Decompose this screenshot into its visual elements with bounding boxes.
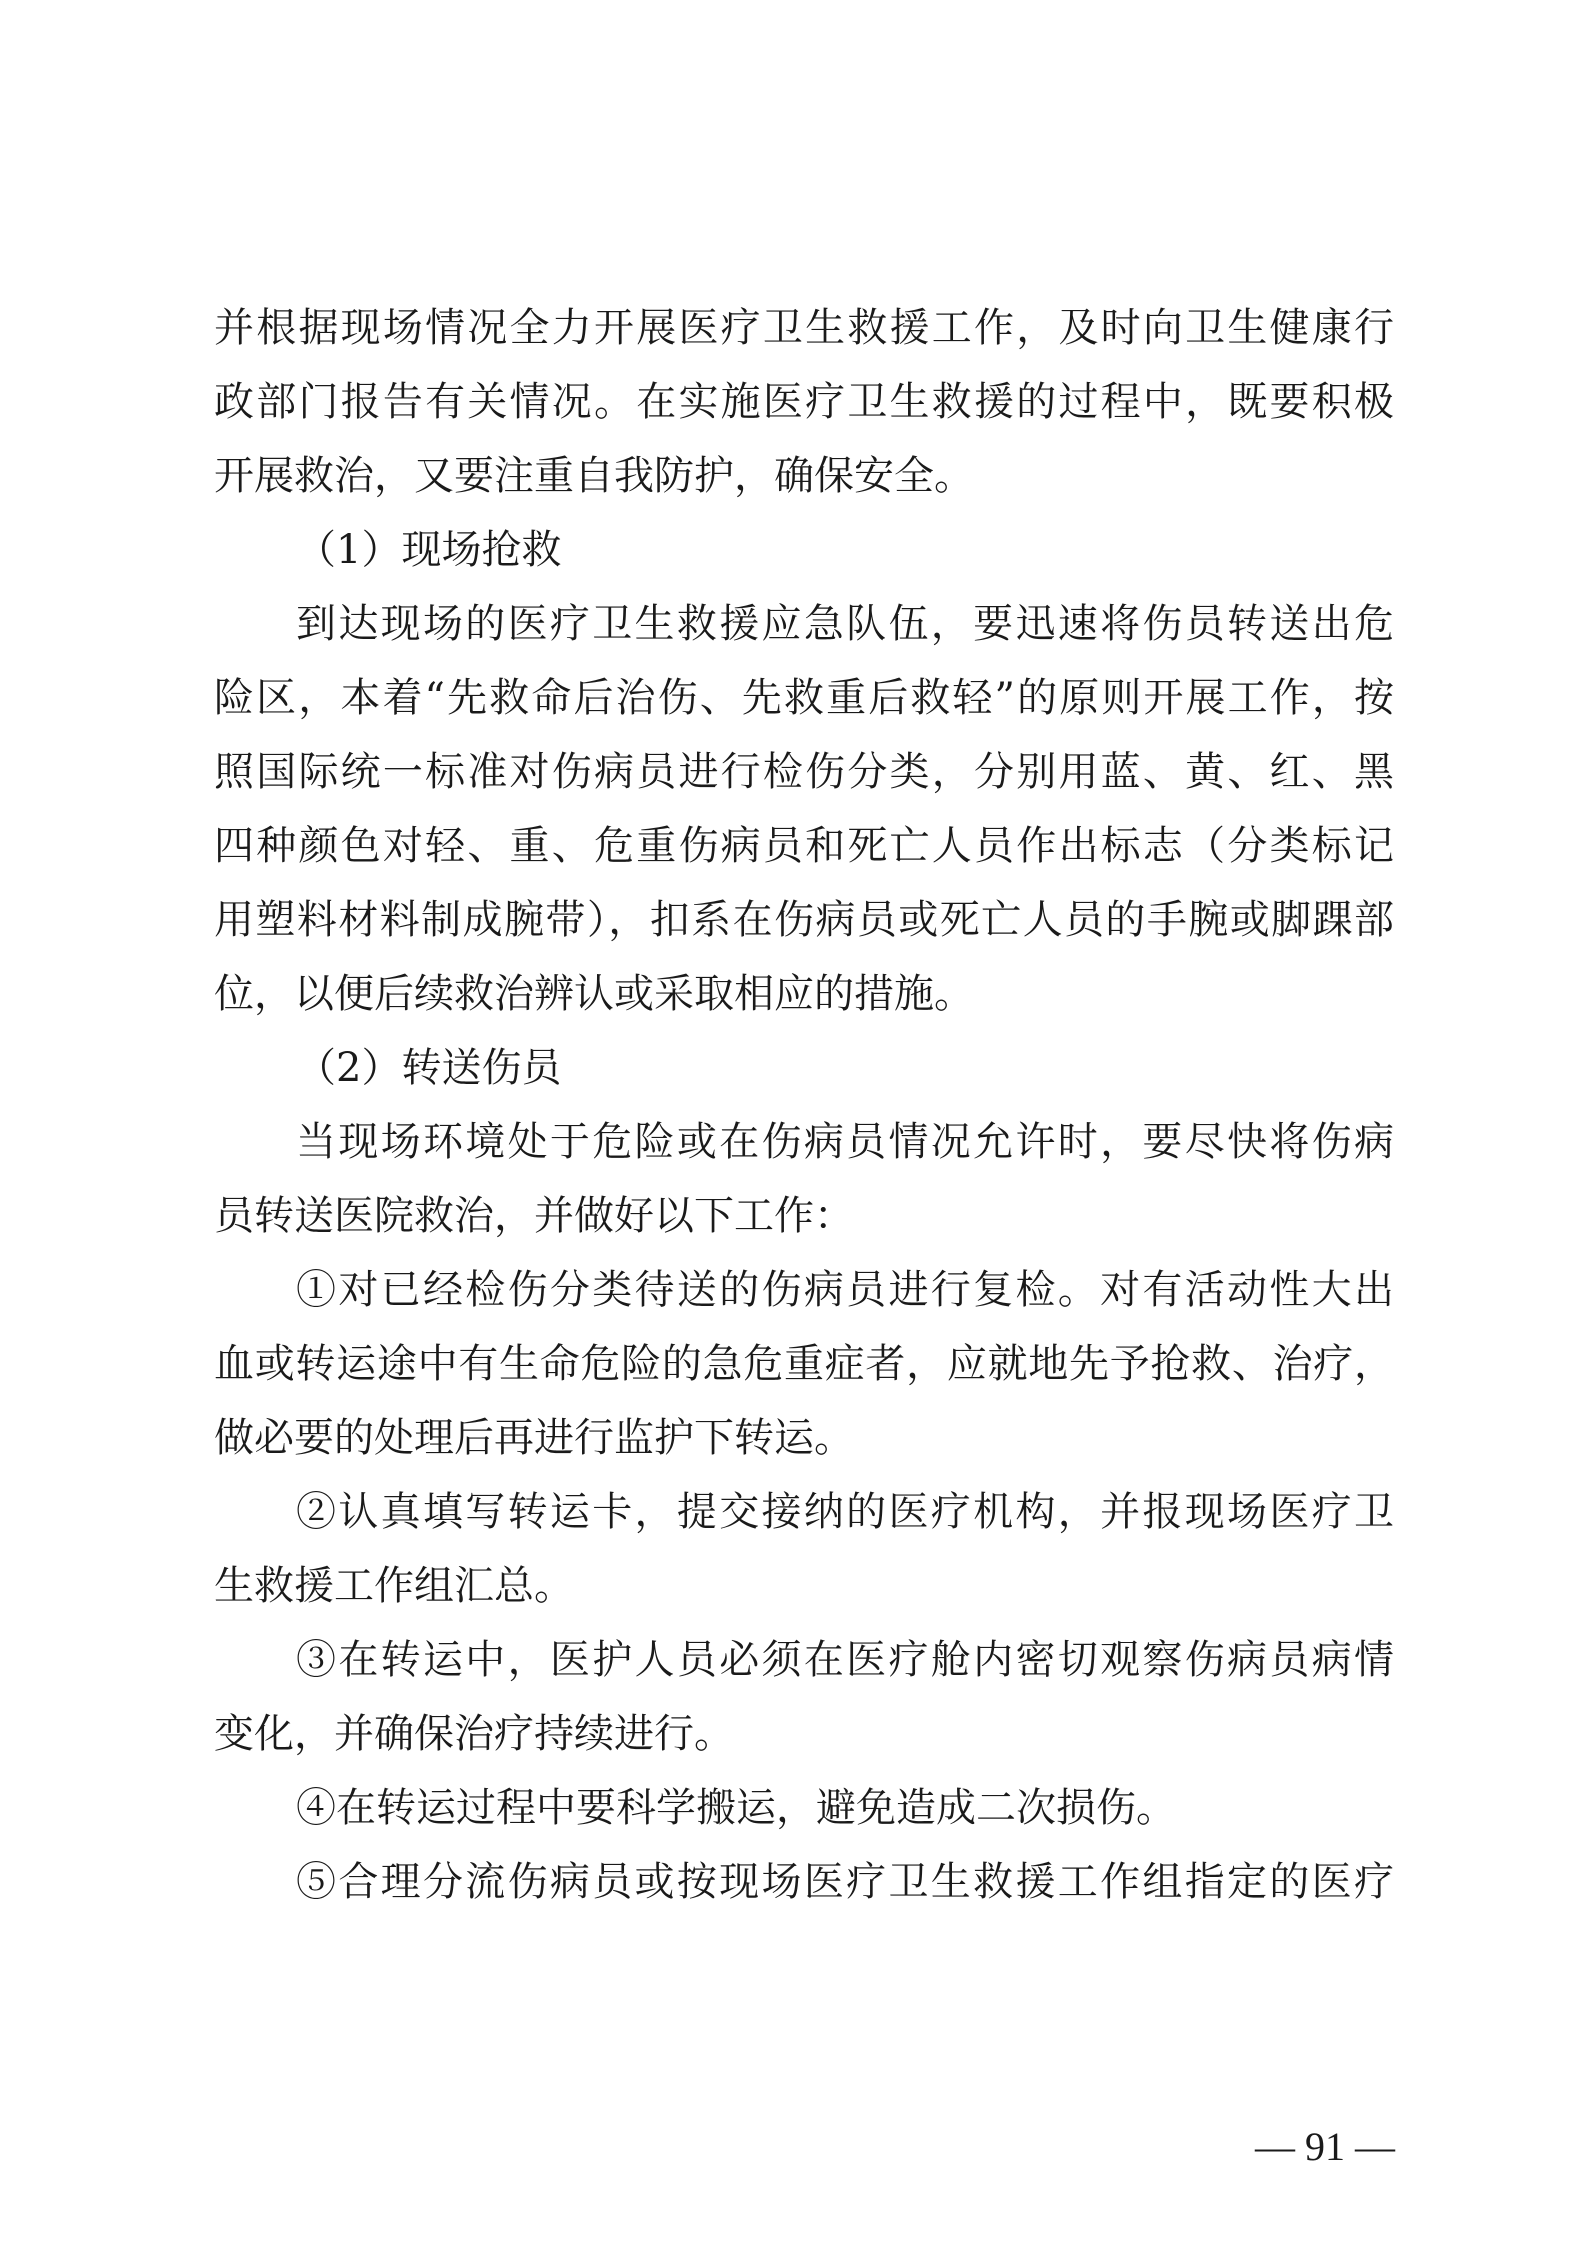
paragraph-1-line-1: 并根据现场情况全力开展医疗卫生救援工作，及时向卫生健康行: [214, 305, 1394, 351]
paragraph-2-line-2: 险区，本着“先救命后治伤、先救重后救轻”的原则开展工作，按: [214, 675, 1394, 721]
paragraph-2-line-5: 用塑料材料制成腕带），扣系在伤病员或死亡人员的手腕或脚踝部: [214, 897, 1394, 943]
list-item-4-line-1: ④在转运过程中要科学搬运，避免造成二次损伤。: [296, 1785, 1176, 1831]
paragraph-1-line-3: 开展救治，又要注重自我防护，确保安全。: [214, 453, 974, 499]
list-item-3-line-2: 变化，并确保治疗持续进行。: [214, 1711, 734, 1757]
section-heading-1: （1）现场抢救: [296, 527, 562, 573]
list-item-2-line-2: 生救援工作组汇总。: [214, 1563, 574, 1609]
section-heading-2: （2）转送伤员: [296, 1045, 562, 1091]
list-item-1-line-3: 做必要的处理后再进行监护下转运。: [214, 1415, 854, 1461]
paragraph-2-line-6: 位，以便后续救治辨认或采取相应的措施。: [214, 971, 974, 1017]
paragraph-2-line-3: 照国际统一标准对伤病员进行检伤分类，分别用蓝、黄、红、黑: [214, 749, 1394, 795]
list-item-2-line-1: ②认真填写转运卡，提交接纳的医疗机构，并报现场医疗卫: [296, 1489, 1394, 1535]
list-item-5-line-1: ⑤合理分流伤病员或按现场医疗卫生救援工作组指定的医疗: [296, 1859, 1394, 1905]
list-item-3-line-1: ③在转运中，医护人员必须在医疗舱内密切观察伤病员病情: [296, 1637, 1394, 1683]
list-item-1-line-1: ①对已经检伤分类待送的伤病员进行复检。对有活动性大出: [296, 1267, 1394, 1313]
paragraph-1-line-2: 政部门报告有关情况。在实施医疗卫生救援的过程中，既要积极: [214, 379, 1394, 425]
paragraph-2-line-1: 到达现场的医疗卫生救援应急队伍，要迅速将伤员转送出危: [296, 601, 1394, 647]
paragraph-2-line-4: 四种颜色对轻、重、危重伤病员和死亡人员作出标志（分类标记: [214, 823, 1394, 869]
paragraph-3-line-1: 当现场环境处于危险或在伤病员情况允许时，要尽快将伤病: [296, 1119, 1394, 1165]
page-number: — 91 —: [1255, 2124, 1395, 2169]
list-item-1-line-2: 血或转运途中有生命危险的急危重症者，应就地先予抢救、治疗，: [214, 1341, 1394, 1387]
paragraph-3-line-2: 员转送医院救治，并做好以下工作：: [214, 1193, 854, 1239]
